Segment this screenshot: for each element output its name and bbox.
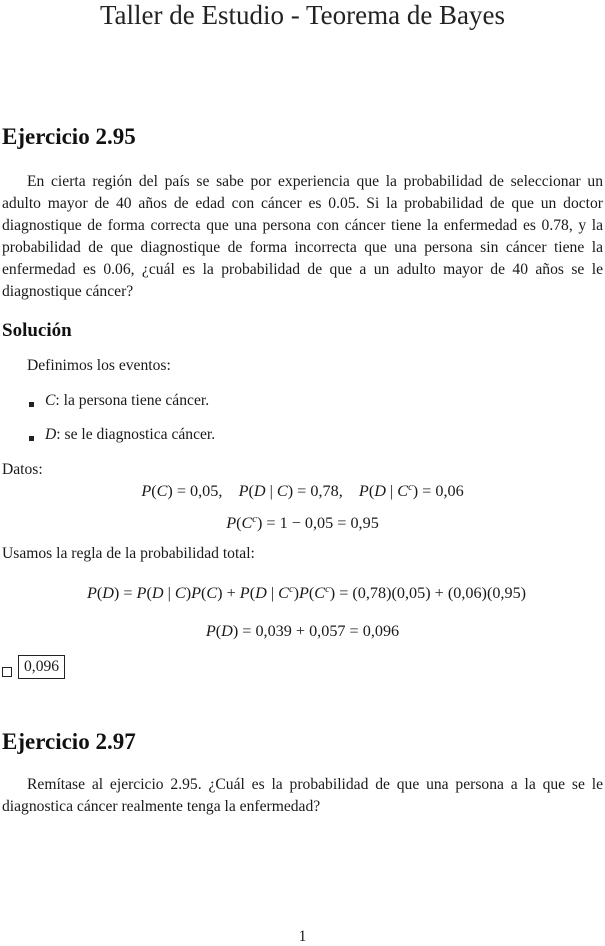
event-c-text: : la persona tiene cáncer. [55,392,210,409]
complement-calc: 1 − 0,05 = 0,95 [279,514,379,532]
data-label: Datos: [2,461,43,478]
given-probabilities-equation: P(C) = 0,05, P(D | C) = 0,78, P(D | $C^c) = 0,06$ [141,482,464,500]
events-intro: Definimos los eventos: [27,357,171,374]
event-d-text: : se le diagnostica cáncer. [56,426,216,443]
final-answer-box: 0,096 [18,655,65,679]
page-number: 1 [298,928,307,945]
bullet-icon [29,436,34,441]
event-d-item [45,426,215,444]
exercise-1-statement: En cierta región del país se sabe por experiencia que la probabilidad de seleccionar un adulto mayor de 40 años de edad con cáncer es 0.05. Si la probabilidad de que un doctor diagnostique de forma correcta que una persona con cáncer tiene la enfermedad es 0.78, y la probabilidad de que diagnostique de forma incorrecta que una persona sin cáncer tiene la enfermedad es 0.06, ¿cuál es la probabilidad de que a un adulto mayor de 40 años se le diagnostique cáncer? [2,173,603,300]
total-probability-label: Usamos la regla de la probabilidad total: [2,545,255,562]
exercise-2-heading: Ejercicio 2.97 [2,729,136,754]
qed-checkbox-icon [2,667,12,677]
p-d-given-cc-value: 0,06 [435,482,464,500]
exercise-1-heading: Ejercicio 2.95 [2,124,136,149]
event-d-symbol: D [45,426,57,443]
document-title: Taller de Estudio - Teorema de Bayes [99,0,506,30]
p-d-given-c-value: 0,78 [310,482,339,500]
complement-equation: $P(C^c) = 1 - 0,05 = 0,95$ [226,514,379,532]
exercise-2-statement: Remítase al ejercicio 2.95. ¿Cuál es la probabilidad de que una persona a la que se le diagnostica cáncer realmente tenga la enfermedad? [2,776,603,815]
p-c-value: 0,05 [190,482,219,500]
event-c-symbol: C [45,392,56,409]
bullet-icon [29,402,34,407]
event-c-item [45,392,209,410]
substitution: (0,78)(0,05) + (0,06)(0,95) [352,584,527,602]
total-probability-equation: P(D) = P(D | C)P(C) + P(D | $C^c)P(C^c) = (0,78)(0,05) + (0,06)(0,95)$ [86,584,527,602]
result-value: 0,039 + 0,057 = 0,096 [255,622,400,640]
solution-heading: Solución [2,320,72,341]
result-equation: P(D) = 0,039 + 0,057 = 0,096 [205,622,400,640]
